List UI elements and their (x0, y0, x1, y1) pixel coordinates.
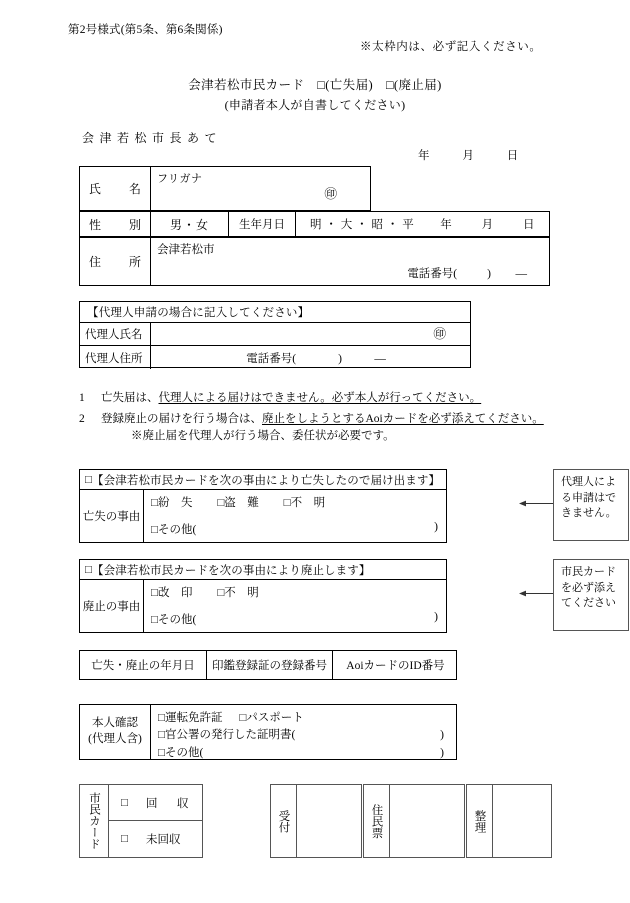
dob-year-label: 年 (440, 219, 453, 231)
sex-label-char-1: 性 (89, 217, 102, 232)
filing-box-label: 整理 (467, 785, 493, 857)
furigana-label: フリガナ (157, 173, 203, 185)
agent-name-label: 代理人氏名 (80, 323, 151, 345)
form-number: 第2号様式(第5条、第6条関係) (68, 24, 223, 36)
identity-option-passport[interactable]: □パスポート (239, 712, 304, 724)
applicant-name-input[interactable] (151, 167, 370, 210)
card-not-collected-label: 未回収 (145, 834, 181, 846)
filing-box (466, 784, 552, 858)
phone-paren-close: ) (487, 268, 491, 280)
applicant-name-row (79, 166, 371, 211)
loss-option-other-label[interactable]: □その他( (151, 524, 197, 536)
receipt-box-label: 受付 (271, 785, 297, 857)
submission-date-line (418, 147, 519, 163)
note-text-underlined: 代理人による届けはできません。必ず本人が行ってください。 (158, 392, 482, 404)
required-fields-note: ※太枠内は、必ず記入ください。 (360, 41, 542, 53)
note-item (79, 390, 579, 407)
identity-option-public-close: ) (440, 729, 444, 742)
loss-callout-note: 代理人による申請はできません。 (553, 469, 629, 541)
abolish-option-other-row[interactable] (151, 611, 438, 627)
registration-number-row (79, 650, 457, 680)
receipt-box-field[interactable] (297, 785, 361, 857)
identity-verification-options (151, 705, 456, 759)
loss-option-other-row[interactable] (151, 521, 438, 537)
card-collected-checkbox[interactable]: □ (121, 796, 128, 809)
agent-name-input[interactable] (151, 323, 470, 345)
receipt-stamp-box (270, 784, 362, 858)
abolish-report-checkbox[interactable]: □ (85, 563, 93, 576)
loss-reason-body (80, 490, 446, 542)
identity-label-line1: 本人確認 (92, 717, 138, 730)
abolish-reason-label: 廃止の事由 (80, 580, 144, 632)
loss-reason-options (144, 490, 446, 542)
abolish-report-box (79, 559, 447, 633)
abolish-reason-options (144, 580, 446, 632)
dob-day-label: 日 (523, 219, 535, 231)
phone-dash: ― (515, 268, 527, 280)
card-not-collected-row[interactable] (109, 821, 202, 857)
abolish-reason-body (80, 580, 446, 632)
abolish-report-heading (80, 560, 446, 580)
name-label-char-1: 氏 (89, 182, 102, 196)
applicant-address-row (79, 237, 550, 286)
identity-verification-label (80, 705, 151, 759)
agent-phone-paren-close: ) (338, 353, 342, 365)
card-collection-rows (109, 785, 202, 857)
applicant-dob-label: 生年月日 (229, 212, 296, 236)
applicant-sex-options[interactable]: 男・女 (151, 212, 229, 236)
loss-option-stolen[interactable]: □盗 難 (217, 497, 259, 509)
card-collection-box (79, 784, 203, 858)
abolish-callout-note: 市民カードを必ず添えてください (553, 559, 629, 631)
identity-option-other-close: ) (440, 746, 444, 759)
loss-option-lost[interactable]: □紛 失 (151, 497, 193, 509)
card-collected-label: 回 収 (145, 797, 193, 810)
note-item (79, 411, 579, 445)
agent-address-input[interactable] (151, 346, 470, 369)
loss-report-section (79, 469, 617, 543)
seal-icon: ㊞ (324, 187, 337, 201)
loss-report-box (79, 469, 447, 543)
sex-label-char-2: 別 (128, 217, 141, 232)
agent-phone-dash: ― (374, 353, 386, 365)
applicant-name-label (80, 167, 151, 210)
applicant-address-input[interactable] (151, 238, 549, 285)
dob-era-options[interactable]: 明 ・ 大 ・ 昭 ・ 平 (310, 219, 415, 231)
loss-option-unknown[interactable]: □不 明 (283, 497, 326, 509)
abolish-report-heading-text: 【会津若松市民カードを次の事由により廃止します】 (92, 564, 371, 577)
applicant-sex-label (80, 212, 151, 236)
address-label-char-1: 住 (89, 255, 102, 269)
dob-month-label: 月 (481, 219, 494, 231)
instruction-notes (79, 390, 579, 449)
resident-box-field[interactable] (390, 785, 464, 857)
abolish-option-other-label[interactable]: □その他( (151, 614, 197, 626)
note-subtext: ※廃止届を代理人が行う場合、委任状が必要です。 (131, 430, 395, 443)
abolish-callout-arrow-icon (519, 589, 553, 598)
address-label-char-2: 所 (128, 255, 141, 269)
resident-box-label: 住民票 (364, 785, 390, 857)
date-month-label: 月 (462, 150, 475, 162)
agent-section-heading: 【代理人申請の場合に記入してください】 (80, 302, 470, 323)
loss-option-other-close: ) (434, 521, 438, 533)
loss-reason-label: 亡失の事由 (80, 490, 144, 542)
note-number: 2 (79, 412, 85, 425)
card-collection-label: 市民カード (80, 785, 109, 857)
agent-name-row (80, 323, 470, 346)
abolish-option-seal-change[interactable]: □改 印 (151, 587, 193, 599)
loss-report-heading (80, 470, 446, 490)
card-collected-row[interactable] (109, 785, 202, 821)
applicant-sex-dob-row (79, 211, 550, 237)
applicant-phone-field[interactable] (407, 265, 527, 281)
address-city-prefix: 会津若松市 (157, 244, 215, 256)
abolish-report-section (79, 559, 616, 633)
filing-box-field[interactable] (493, 785, 551, 857)
abolish-option-unknown[interactable]: □不 明 (217, 587, 259, 599)
aoi-card-id-header: AoiカードのID番号 (346, 660, 445, 672)
identity-label-line2: (代理人含) (88, 733, 142, 745)
note-number: 1 (79, 392, 85, 404)
identity-option-public-row[interactable] (158, 727, 448, 744)
agent-address-label: 代理人住所 (80, 346, 151, 369)
seal-registration-number-header: 印鑑登録証の登録番号 (207, 651, 333, 679)
identity-row-primary (158, 710, 448, 727)
addressee-line: 会津若松市長あて (82, 131, 223, 145)
loss-abolish-date-header: 亡失・廃止の年月日 (80, 651, 207, 679)
agent-table (79, 301, 471, 368)
seal-icon: ㊞ (433, 327, 446, 341)
abolish-option-other-close: ) (434, 611, 438, 623)
applicant-dob-input[interactable] (296, 212, 549, 236)
identity-option-public-label[interactable]: □官公署の発行した証明書( (158, 729, 296, 742)
resident-record-box (363, 784, 465, 858)
abolish-reason-checkbox-row (151, 584, 259, 600)
page-title: 会津若松市民カード □(亡失届) □(廃止届) (188, 78, 442, 92)
loss-report-checkbox[interactable]: □ (85, 473, 93, 486)
agent-address-row (80, 346, 470, 369)
agent-phone-field[interactable] (246, 350, 386, 366)
identity-option-other-label[interactable]: □その他( (158, 746, 204, 759)
date-day-label: 日 (506, 150, 520, 162)
dob-ymd-labels (440, 216, 535, 232)
name-label-char-2: 名 (128, 182, 141, 196)
applicant-table (79, 166, 550, 286)
note-text (101, 411, 579, 445)
agent-phone-label: 電話番号( (246, 353, 297, 365)
loss-callout-arrow-icon (519, 499, 553, 508)
note-text-plain: 登録廃止の届けを行う場合は、 (101, 412, 262, 425)
page-subtitle: (申請者本人が自書してください) (224, 98, 406, 112)
note-text-underlined: 廃止をしようとするAoiカードを必ず添えてください。 (262, 412, 544, 425)
phone-label: 電話番号( (407, 268, 458, 280)
identity-option-drivers-license[interactable]: □運転免許証 (158, 712, 223, 724)
identity-option-other-row[interactable] (158, 745, 448, 762)
card-not-collected-checkbox[interactable]: □ (121, 833, 128, 845)
applicant-address-label (80, 238, 151, 285)
note-text (101, 390, 579, 407)
identity-verification-box (79, 704, 457, 760)
loss-report-heading-text: 【会津若松市民カードを次の事由により亡失したので届け出ます】 (92, 474, 441, 487)
note-text-plain: 亡失届は、 (101, 392, 159, 404)
loss-reason-checkbox-row (151, 494, 325, 510)
date-year-label: 年 (418, 150, 431, 162)
